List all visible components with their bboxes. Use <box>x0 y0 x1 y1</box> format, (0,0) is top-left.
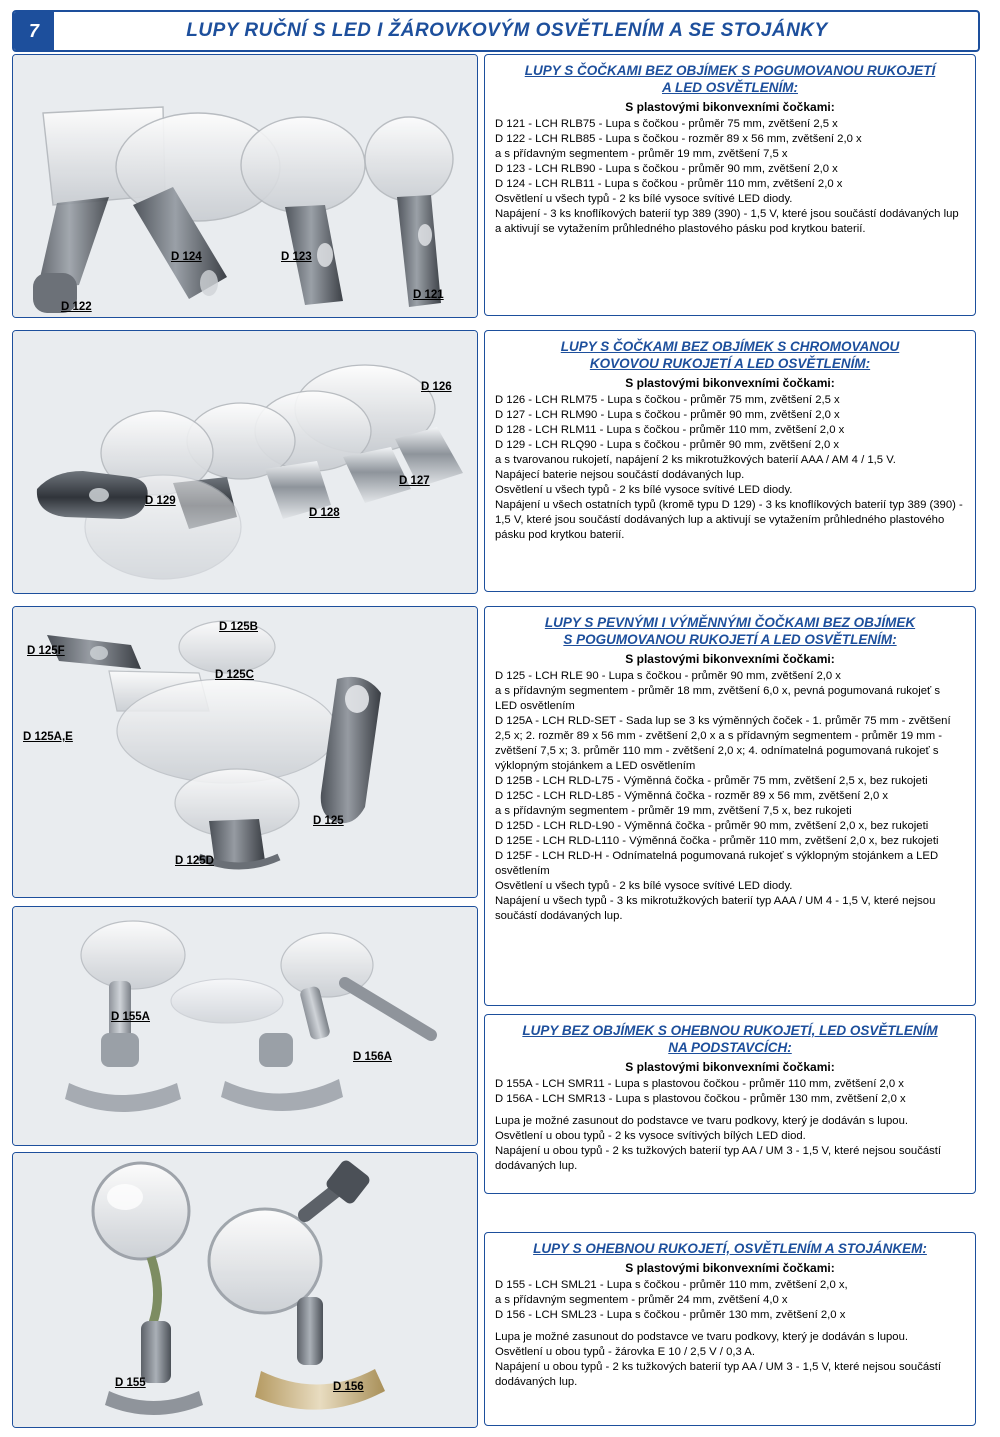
section-5-subtitle: S plastovými bikonvexními čočkami: <box>625 1260 835 1275</box>
image-label-d125: D 125 <box>313 815 344 827</box>
section-3-line-10: Osvětlení u všech typů - 2 ks bílé vysoce svítivé LED diody. <box>495 879 793 892</box>
section-3-line-6: a s přídavným segmentem - průměr 19 mm, zvětšení 7,5 x, bez rukojeti <box>495 804 852 817</box>
section-4-title-line2: NA PODSTAVCÍCH: <box>668 1039 792 1055</box>
product-image-section-4 <box>12 906 478 1146</box>
image-label-d155a: D 155A <box>111 1011 150 1023</box>
section-5-title-line1: LUPY S OHEBNOU RUKOJETÍ, OSVĚTLENÍM A STOJÁNKEM: <box>533 1241 927 1256</box>
product-image-section-5 <box>12 1152 478 1428</box>
image-label-d121: D 121 <box>413 289 444 301</box>
image-label-d125d: D 125D <box>175 855 214 867</box>
section-3-title-line1: LUPY S PEVNÝMI I VÝMĚNNÝMI ČOČKAMI BEZ OBJÍMEK <box>544 615 916 630</box>
magnifiers-illustration-1 <box>13 55 477 317</box>
section-5-line-1: D 155 - LCH SML21 - Lupa s čočkou - průměr 110 mm, zvětšení 2,0 x, <box>495 1278 848 1291</box>
section-1-line-2: D 122 - LCH RLB85 - Lupa s čočkou - rozměr 89 x 56 mm, zvětšení 2,0 x <box>495 132 862 145</box>
section-4-subtitle: S plastovými bikonvexními čočkami: <box>625 1059 835 1074</box>
description-section-1 <box>484 54 976 316</box>
image-label-d155: D 155 <box>115 1377 146 1389</box>
page-number: 7 <box>14 12 54 50</box>
section-1-title-line2: A LED OSVĚTLENÍM: <box>661 79 798 95</box>
section-1-title-line1: LUPY S ČOČKAMI BEZ OBJÍMEK S POGUMOVANOU RUKOJETÍ <box>524 63 936 78</box>
section-1-line-5: D 124 - LCH RLB11 - Lupa s čočkou - průměr 110 mm, zvětšení 2,0 x <box>495 177 843 190</box>
section-2-subtitle: S plastovými bikonvexními čočkami: <box>625 375 835 390</box>
section-3-line-4: D 125B - LCH RLD-L75 - Výměnná čočka - průměr 75 mm, zvětšení 2,5 x, bez rukojeti <box>495 774 928 787</box>
section-2-title-line1: LUPY S ČOČKAMI BEZ OBJÍMEK S CHROMOVANOU <box>560 339 900 354</box>
section-5-line-6: Osvětlení u obou typů - žárovka E 10 / 2,5 V / 0,3 A. <box>495 1345 755 1358</box>
section-3-title-line2: S POGUMOVANOU RUKOJETÍ A LED OSVĚTLENÍM: <box>563 631 897 647</box>
product-image-section-2 <box>12 330 478 594</box>
section-2-line-2: D 127 - LCH RLM90 - Lupa s čočkou - průměr 90 mm, zvětšení 2,0 x <box>495 408 840 421</box>
image-label-d122: D 122 <box>61 301 92 313</box>
section-1-line-7: Napájení - 3 ks knoflíkových baterií typ 389 (390) - 1,5 V, které jsou součástí dodávaných lup a aktivují se vytažením průhledného plastového pásku pod krytkou baterií. <box>495 207 959 235</box>
section-1-line-4: D 123 - LCH RLB90 - Lupa s čočkou - průměr 90 mm, zvětšení 2,0 x <box>495 162 838 175</box>
stand-magnifiers-illustration-4 <box>13 907 477 1145</box>
section-2-line-5: a s tvarovanou rukojetí, napájení 2 ks mikrotužkových baterií AAA / AM 4 / 1,5 V. <box>495 453 896 466</box>
section-2-line-8: Napájení u všech ostatních typů (kromě typu D 129) - 3 ks knoflíkových baterií typ 389 (390) - 1,5 V, které jsou součástí dodávaných lup a aktivují se vytažením průhledného plastového pásku pod krytkou baterií. <box>495 498 963 541</box>
magnifiers-illustration-2 <box>13 331 477 593</box>
section-3-line-3: D 125A - LCH RLD-SET - Sada lup se 3 ks výměnných čoček - 1. průměr 75 mm - zvětšení 2,5 x; 2. rozměr 89 x 56 mm - zvětšení 2,0 x a s přídavným segmentem - průměr 19 mm - zvětšení 7,5 x; 3. průměr 110 mm - zvětšení 2,0 x; 4. odnímatelná pogumovaná rukojeť s výklopným stojánkem a LED osvětlením <box>495 714 951 772</box>
image-label-d156a: D 156A <box>353 1051 392 1063</box>
image-label-d125f: D 125F <box>27 645 65 657</box>
section-2-line-4: D 129 - LCH RLQ90 - Lupa s čočkou - průměr 90 mm, zvětšení 2,0 x <box>495 438 840 451</box>
section-4-line-4: Lupa je možné zasunout do podstavce ve tvaru podkovy, který je dodáván s lupou. <box>495 1114 909 1127</box>
image-label-d156: D 156 <box>333 1381 364 1393</box>
image-label-d123: D 123 <box>281 251 312 263</box>
page-header <box>12 10 980 52</box>
section-5-line-5: Lupa je možné zasunout do podstavce ve tvaru podkovy, který je dodáván s lupou. <box>495 1330 909 1343</box>
section-3-line-1: D 125 - LCH RLE 90 - Lupa s čočkou - průměr 90 mm, zvětšení 2,0 x <box>495 669 841 682</box>
section-3-subtitle: S plastovými bikonvexními čočkami: <box>625 651 835 666</box>
section-5-line-2: a s přídavným segmentem - průměr 24 mm, zvětšení 4,0 x <box>495 1293 788 1306</box>
section-1-line-6: Osvětlení u všech typů - 2 ks bílé vysoce svítivé LED diody. <box>495 192 793 205</box>
section-3-line-2: a s přídavným segmentem - průměr 18 mm, zvětšení 6,0 x, pevná pogumovaná rukojeť s LED osvětlením <box>495 684 941 712</box>
image-label-d127: D 127 <box>399 475 430 487</box>
section-4-line-6: Napájení u obou typů - 2 ks tužkových baterií typ AA / UM 3 - 1,5 V, které nejsou součástí dodávaných lup. <box>495 1144 942 1172</box>
stand-magnifiers-illustration-5 <box>13 1153 477 1427</box>
section-3-line-11: Napájení u všech typů - 3 ks mikrotužkových baterií typ AAA / UM 4 - 1,5 V, které nejsou součástí dodávaných lup. <box>495 894 936 922</box>
description-section-5 <box>484 1232 976 1426</box>
description-section-4 <box>484 1014 976 1194</box>
section-4-line-5: Osvětlení u obou typů - 2 ks vysoce svítivých bílých LED diod. <box>495 1129 806 1142</box>
image-label-d125c: D 125C <box>215 669 254 681</box>
section-2-line-7: Osvětlení u všech typů - 2 ks bílé vysoce svítivé LED diody. <box>495 483 793 496</box>
section-3-line-8: D 125E - LCH RLD-L110 - Výměnná čočka - průměr 110 mm, zvětšení 2,0 x, bez rukojeti <box>495 834 939 847</box>
section-2-line-3: D 128 - LCH RLM11 - Lupa s čočkou - průměr 110 mm, zvětšení 2,0 x <box>495 423 845 436</box>
section-5-line-7: Napájení u obou typů - 2 ks tužkových baterií typ AA / UM 3 - 1,5 V, které nejsou součástí dodávaných lup. <box>495 1360 942 1388</box>
magnifiers-illustration-3 <box>13 607 477 897</box>
section-1-subtitle: S plastovými bikonvexními čočkami: <box>625 99 835 114</box>
page-title: LUPY RUČNÍ S LED I ŽÁROVKOVÝM OSVĚTLENÍM A SE STOJÁNKY <box>186 20 828 41</box>
section-3-line-5: D 125C - LCH RLD-L85 - Výměnná čočka - rozměr 89 x 56 mm, zvětšení 2,0 x <box>495 789 889 802</box>
product-image-section-3 <box>12 606 478 898</box>
image-label-d124: D 124 <box>171 251 202 263</box>
section-2-line-1: D 126 - LCH RLM75 - Lupa s čočkou - průměr 75 mm, zvětšení 2,5 x <box>495 393 840 406</box>
description-section-2 <box>484 330 976 592</box>
section-3-line-9: D 125F - LCH RLD-H - Odnímatelná pogumovaná rukojeť s výklopným stojánkem a LED osvětlením <box>495 849 939 877</box>
product-image-section-1 <box>12 54 478 318</box>
section-1-line-3: a s přídavným segmentem - průměr 19 mm, zvětšení 7,5 x <box>495 147 788 160</box>
image-label-d125ae: D 125A,E <box>23 731 73 743</box>
section-4-line-2: D 156A - LCH SMR13 - Lupa s plastovou čočkou - průměr 130 mm, zvětšení 2,0 x <box>495 1092 906 1105</box>
image-label-d129: D 129 <box>145 495 176 507</box>
description-section-3 <box>484 606 976 1006</box>
section-2-title-line2: KOVOVOU RUKOJETÍ A LED OSVĚTLENÍM: <box>589 355 871 371</box>
section-5-line-3: D 156 - LCH SML23 - Lupa s čočkou - průměr 130 mm, zvětšení 2,0 x <box>495 1308 846 1321</box>
section-2-line-6: Napájecí baterie nejsou součástí dodávaných lup. <box>495 468 745 481</box>
section-4-line-1: D 155A - LCH SMR11 - Lupa s plastovou čočkou - průměr 110 mm, zvětšení 2,0 x <box>495 1077 904 1090</box>
image-label-d125b: D 125B <box>219 621 258 633</box>
section-3-line-7: D 125D - LCH RLD-L90 - Výměnná čočka - průměr 90 mm, zvětšení 2,0 x, bez rukojeti <box>495 819 929 832</box>
image-label-d126: D 126 <box>421 381 452 393</box>
section-1-line-1: D 121 - LCH RLB75 - Lupa s čočkou - průměr 75 mm, zvětšení 2,5 x <box>495 117 838 130</box>
image-label-d128: D 128 <box>309 507 340 519</box>
section-4-title-line1: LUPY BEZ OBJÍMEK S OHEBNOU RUKOJETÍ, LED OSVĚTLENÍM <box>522 1023 938 1038</box>
